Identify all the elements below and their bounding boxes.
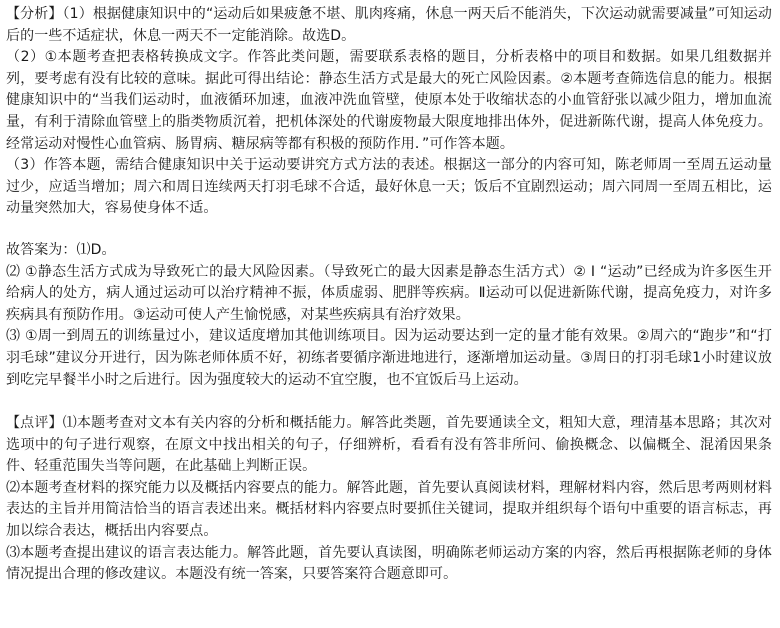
analysis-part-1: 【分析】（1）根据健康知识中的“运动后如果疲惫不堪、肌肉疼痛，休息一两天后不能消失，下次运动就需要减量”可知运动后的一些不适症状，休息一两天不一定能消除。故选D。 [6, 6, 772, 44]
answer-part-2: ⑵ ①静态生活方式成为导致死亡的最大风险因素。（导致死亡的最大因素是静态生活方式）② Ⅰ “运动”已经成为许多医生开给病人的处方，病人通过运动可以治疗精神不振，体质虚弱、肥胖等疾病。Ⅱ运动可以促进新陈代谢，提高免疫力，对许多疾病具有预防作用。③运动可使人产生愉悦感，对某些疾病具有治疗效果。 [6, 263, 772, 323]
spacer [6, 220, 772, 240]
comment-part-3: ⑶本题考查提出建议的语言表达能力。解答此题，首先要认真读图，明确陈老师运动方案的内容，然后再根据陈老师的身体情况提出合理的修改建议。本题没有统一答案，只要答案符合题意即可。 [6, 544, 772, 583]
analysis-part-2: （2）①本题考查把表格转换成文字。作答此类问题，需要联系表格的题目，分析表格中的项目和数据。如果几组数据并列，要考虑有没有比较的意味。据此可得出结论：静态生活方式是最大的死亡风险因素。②本题考查筛选信息的能力。根据健康知识中的“当我们运动时，血液循环加速，血液冲洗血管壁，使原本处于收缩状态的小血管舒张以减少阻力，增加血流量，有利于清除血管壁上的脂类物质沉着，把机体深处的代谢废物最大限度地排出体外，促进新陈代谢，提高人体免疫力。经常运动对慢性心血管病、肠胃病、糖尿病等都有积极的预防作用．”可作答本题。 [6, 49, 772, 152]
spacer [6, 391, 772, 413]
answer-part-3: ⑶ ①周一到周五的训练量过小，建议适度增加其他训练项目。因为运动要达到一定的量才能有效果。②周六的“跑步”和“打羽毛球”建议分开进行，因为陈老师体质不好，初练者要循序渐进地进行，逐渐增加运动量。③周日的打羽毛球1小时建议放到吃完早餐半小时之后进行。因为强度较大的运动不宜空腹，也不宜饭后马上运动。 [6, 328, 772, 388]
comment-part-2: ⑵本题考查材料的探究能力以及概括内容要点的能力。解答此题，首先要认真阅读材料，理解材料内容，然后思考两则材料表达的主旨并用简洁恰当的语言表述出来。概括材料内容要点时要抓住关键词，提取并组织每个语句中重要的语言标志，再加以综合表达，概括出内容要点。 [6, 479, 772, 540]
answer-line-1: 故答案为：⑴D。 [6, 241, 116, 258]
analysis-part-3: （3）作答本题，需结合健康知识中关于运动要讲究方式方法的表述。根据这一部分的内容可知，陈老师周一至周五运动量过少，应适当增加；周六和周日连续两天打羽毛球不合适，最好休息一天；饭后不宜剧烈运动；周六同周一至周五相比，运动量突然加大，容易使身体不适。 [6, 157, 772, 217]
comment-part-1: 【点评】⑴本题考查对文本有关内容的分析和概括能力。解答此类题，首先要通读全文，粗知大意，理清基本思路；其次对选项中的句子进行观察，在原文中找出相关的句子，仔细辨析，看看有没有答非所问、偷换概念、以偏概全、混淆因果条件、轻重范围失当等问题，在此基础上判断正误。 [6, 415, 772, 475]
